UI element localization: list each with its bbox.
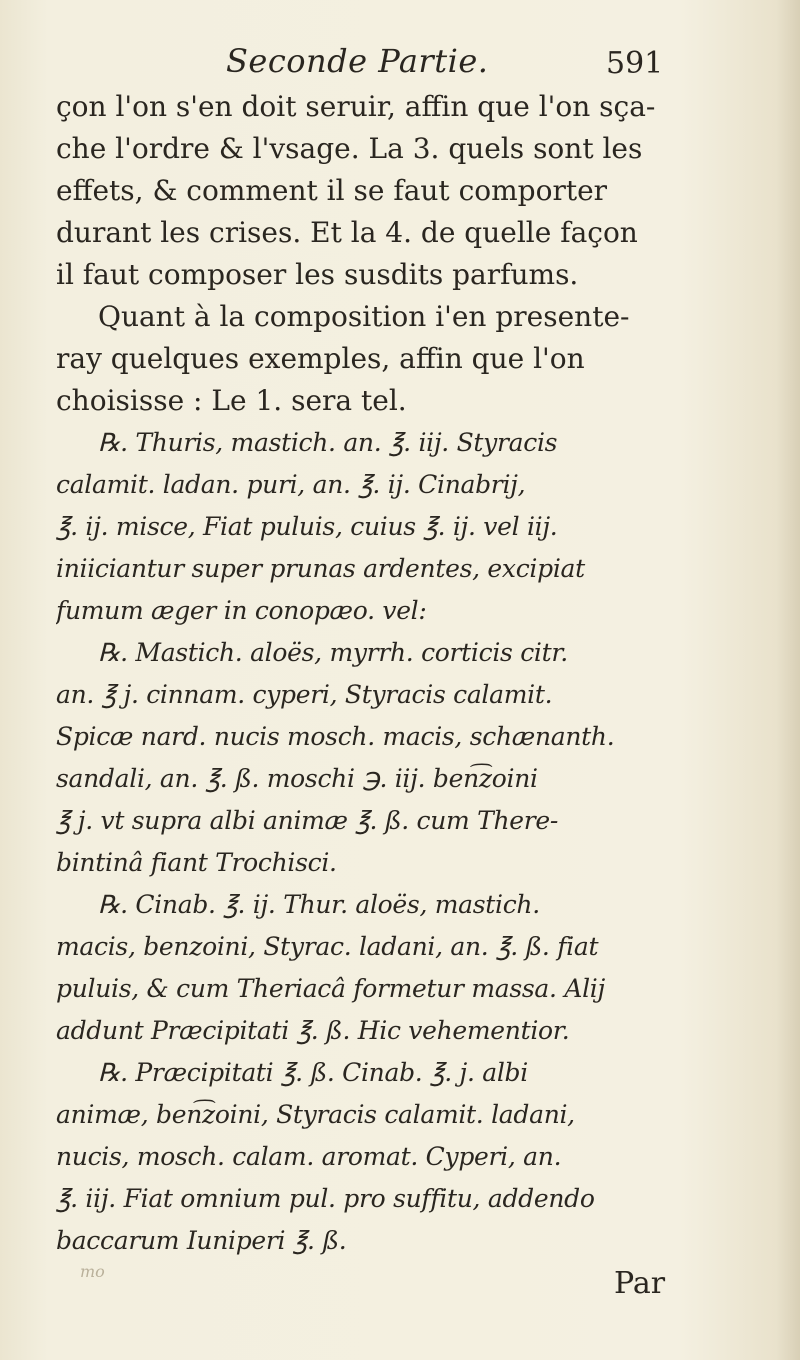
text-line: çon l'on s'en doit seruir, affin que l'on sça- [56,90,656,123]
recipe-line: puluis, & cum Theriacâ formetur massa. Alij [56,974,605,1003]
running-title: Seconde Partie. [226,42,489,80]
recipe-line: fumum æger in conopæo. vel: [56,596,427,625]
recipe-line: animæ, ben͡zoini, Styracis calamit. ladani, [56,1100,575,1129]
text-block [56,86,676,1262]
recipe-line: nucis, mosch. calam. aromat. Cyperi, an. [56,1142,562,1171]
text-line: choisisse : Le 1. sera tel. [56,384,407,417]
recipe-line: ℥. ij. misce, Fiat puluis, cuius ℥. ij. vel iij. [56,512,558,541]
recipe-line: ℞. Præcipitati ℥. ß. Cinab. ℥. j. albi [98,1058,528,1087]
text-line: ray quelques exemples, affin que l'on [56,342,585,375]
text-line: effets, & comment il se faut comporter [56,174,608,207]
recipe-line: ℞. Mastich. aloës, myrrh. corticis citr. [98,638,568,667]
recipe-line: Spicæ nard. nucis mosch. macis, schænanth. [56,722,615,751]
recipe-line: ℞. Cinab. ℥. ij. Thur. aloës, mastich. [98,890,540,919]
text-line: il faut composer les susdits parfums. [56,258,579,291]
text-line: Quant à la composition i'en presente- [98,300,630,333]
page-header [0,36,800,86]
recipe-line: ℞. Thuris, mastich. an. ℥. iij. Styracis [98,428,558,457]
text-line: che l'ordre & l'vsage. La 3. quels sont les [56,132,643,165]
text-line: durant les crises. Et la 4. de quelle façon [56,216,638,249]
recipe-line: ℥. iij. Fiat omnium pul. pro suffitu, addendo [56,1184,595,1213]
recipe-line: baccarum Iuniperi ℥. ß. [56,1226,347,1255]
recipe-line: addunt Præcipitati ℥. ß. Hic vehementior. [56,1016,570,1045]
bleed-through-text: mo [80,1262,105,1281]
recipe-line: macis, benzoini, Styrac. ladani, an. ℥. ß. fiat [56,932,599,961]
catchword: Par [614,1266,666,1301]
recipe-line: an. ℥ j. cinnam. cyperi, Styracis calamit. [56,680,553,709]
recipe-line: iniiciantur super prunas ardentes, excipiat [56,554,585,583]
recipe-line: ℥ j. vt supra albi animæ ℥. ß. cum There- [56,806,559,835]
recipe-line: bintinâ fiant Trochisci. [56,848,337,877]
recipe-line: sandali, an. ℥. ß. moschi ℈. iij. ben͡zoini [56,764,538,793]
page-number: 591 [606,46,664,81]
recipe-line: calamit. ladan. puri, an. ℥. ij. Cinabrij, [56,470,526,499]
